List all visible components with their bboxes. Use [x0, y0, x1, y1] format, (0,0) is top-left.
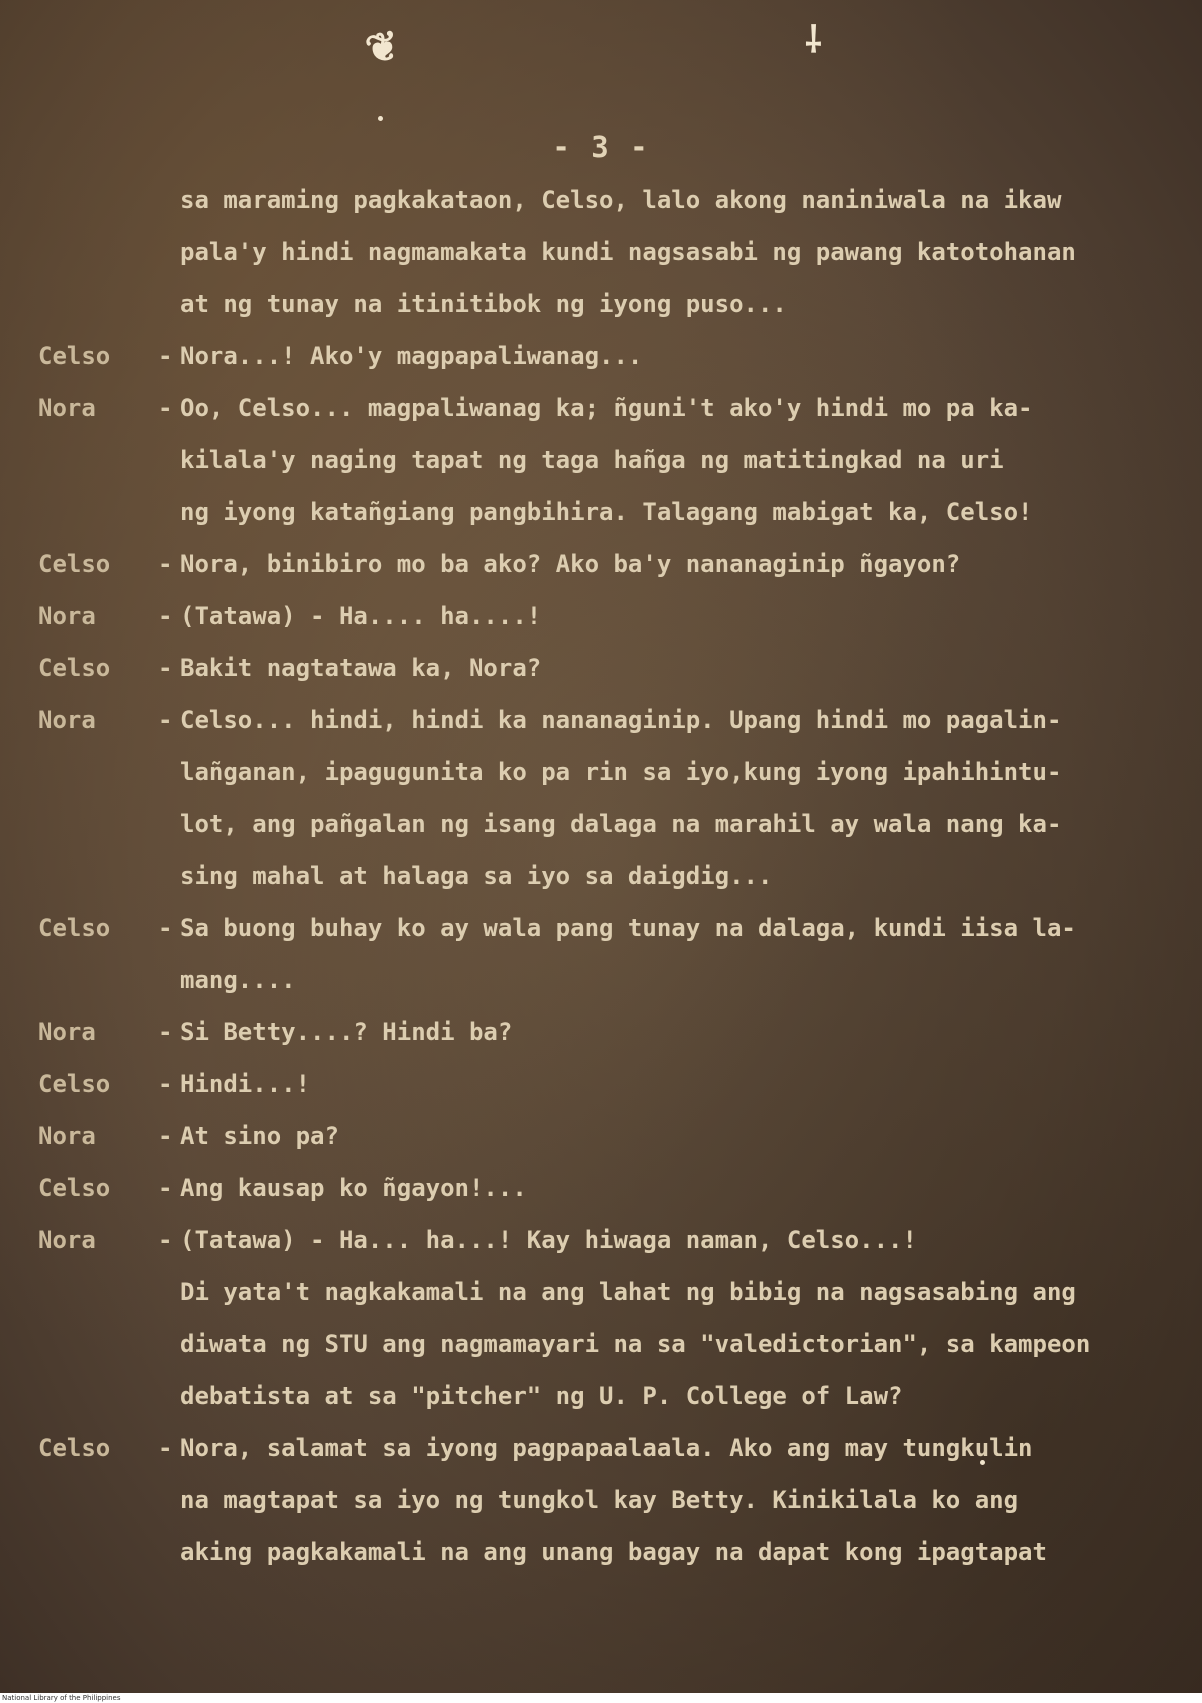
speaker-name: Celso [38, 1434, 111, 1462]
dialogue-line: (Tatawa) - Ha.... ha....! [180, 602, 542, 630]
dialogue-entry [0, 1110, 1202, 1162]
dialogue-line: Nora...! Ako'y magpapaliwanag... [180, 342, 643, 370]
dialogue-continuation [0, 850, 1202, 902]
dialogue-entry [0, 1422, 1202, 1474]
dialogue-continuation [0, 1474, 1202, 1526]
dialogue-continuation [0, 226, 1202, 278]
dialogue-line: sing mahal at halaga sa iyo sa daigdig... [180, 862, 773, 890]
speaker-dash: - [158, 1174, 173, 1202]
dialogue-line: Ang kausap ko ñgayon!... [180, 1174, 527, 1202]
dialogue-continuation [0, 278, 1202, 330]
dialogue-line: Nora, salamat sa iyong pagpapaalaala. Ako ang may tungkulin [180, 1434, 1033, 1462]
page-number: - 3 - [552, 130, 650, 164]
ink-mark-right: ⸸ [805, 19, 822, 61]
speaker-dash: - [158, 1122, 173, 1150]
dialogue-line: Nora, binibiro mo ba ako? Ako ba'y nananaginip ñgayon? [180, 550, 961, 578]
dialogue-line: Di yata't nagkakamali na ang lahat ng bibig na nagsasabing ang [180, 1278, 1076, 1306]
dialogue-line: at ng tunay na itinitibok ng iyong puso... [180, 290, 787, 318]
dialogue-entry [0, 1058, 1202, 1110]
dialogue-continuation [0, 434, 1202, 486]
speaker-dash: - [158, 706, 173, 734]
dialogue-line: lañganan, ipagugunita ko pa rin sa iyo,kung iyong ipahihintu- [180, 758, 1062, 786]
speaker-dash: - [158, 1226, 173, 1254]
speaker-name: Nora [38, 394, 96, 422]
dialogue-entry [0, 902, 1202, 954]
dialogue-entry [0, 642, 1202, 694]
speaker-dash: - [158, 1070, 173, 1098]
speaker-name: Celso [38, 654, 111, 682]
speaker-name: Nora [38, 1018, 96, 1046]
speaker-name: Nora [38, 1226, 96, 1254]
dialogue-entry [0, 382, 1202, 434]
speaker-dash: - [158, 602, 173, 630]
speaker-name: Nora [38, 706, 96, 734]
speaker-name: Celso [38, 550, 111, 578]
dialogue-line: Sa buong buhay ko ay wala pang tunay na dalaga, kundi iisa la- [180, 914, 1076, 942]
speaker-name: Nora [38, 1122, 96, 1150]
dialogue-line: ng iyong katañgiang pangbihira. Talagang mabigat ka, Celso! [180, 498, 1033, 526]
dialogue-entry [0, 1006, 1202, 1058]
dialogue-line: debatista at sa "pitcher" ng U. P. College of Law? [180, 1382, 903, 1410]
speaker-dash: - [158, 550, 173, 578]
speaker-dash: - [158, 394, 173, 422]
dialogue-line: Bakit nagtatawa ka, Nora? [180, 654, 542, 682]
dialogue-entry [0, 174, 1202, 226]
dialogue-entry [0, 694, 1202, 746]
speaker-dash: - [158, 654, 173, 682]
speaker-dash: - [158, 1434, 173, 1462]
dialogue-line: Si Betty....? Hindi ba? [180, 1018, 513, 1046]
dialogue-continuation [0, 1370, 1202, 1422]
speaker-name: Celso [38, 1174, 111, 1202]
ink-speck [378, 116, 383, 121]
dialogue-line: Celso... hindi, hindi ka nananaginip. Upang hindi mo pagalin- [180, 706, 1062, 734]
speaker-name: Celso [38, 1070, 111, 1098]
speaker-name: Celso [38, 342, 111, 370]
speaker-dash: - [158, 1018, 173, 1046]
dialogue-line: Hindi...! [180, 1070, 311, 1098]
dialogue-line: mang.... [180, 966, 296, 994]
ink-mark-left: ❦ [361, 21, 404, 74]
dialogue-continuation [0, 1266, 1202, 1318]
dialogue-continuation [0, 1526, 1202, 1578]
dialogue-continuation [0, 798, 1202, 850]
dialogue-line: aking pagkakamali na ang unang bagay na dapat kong ipagtapat [180, 1538, 1047, 1566]
speaker-name: Celso [38, 914, 111, 942]
dialogue-continuation [0, 746, 1202, 798]
dialogue-line: Oo, Celso... magpaliwanag ka; ñguni't ako'y hindi mo pa ka- [180, 394, 1033, 422]
dialogue-line: na magtapat sa iyo ng tungkol kay Betty. Kinikilala ko ang [180, 1486, 1019, 1514]
dialogue-line: pala'y hindi nagmamakata kundi nagsasabi ng pawang katotohanan [180, 238, 1076, 266]
dialogue-line: At sino pa? [180, 1122, 339, 1150]
dialogue-entry [0, 1214, 1202, 1266]
speaker-name: Nora [38, 602, 96, 630]
dialogue-line: sa maraming pagkakataon, Celso, lalo akong naniniwala na ikaw [180, 186, 1062, 214]
speaker-dash: - [158, 342, 173, 370]
dialogue-entry [0, 538, 1202, 590]
dialogue-line: (Tatawa) - Ha... ha...! Kay hiwaga naman, Celso...! [180, 1226, 917, 1254]
dialogue-line: lot, ang pañgalan ng isang dalaga na marahil ay wala nang ka- [180, 810, 1062, 838]
dialogue-entry [0, 330, 1202, 382]
footer-strip [0, 1693, 1202, 1703]
speaker-dash: - [158, 914, 173, 942]
footer-credit: National Library of the Philippines [2, 1694, 121, 1702]
dialogue-continuation [0, 486, 1202, 538]
dialogue-line: diwata ng STU ang nagmamayari na sa "valedictorian", sa kampeon [180, 1330, 1091, 1358]
dialogue-entry [0, 1162, 1202, 1214]
dialogue-entry [0, 590, 1202, 642]
dialogue-continuation [0, 1318, 1202, 1370]
dialogue-line: kilala'y naging tapat ng taga hañga ng matitingkad na uri [180, 446, 1004, 474]
dialogue-continuation [0, 954, 1202, 1006]
script-body [0, 174, 1202, 1578]
